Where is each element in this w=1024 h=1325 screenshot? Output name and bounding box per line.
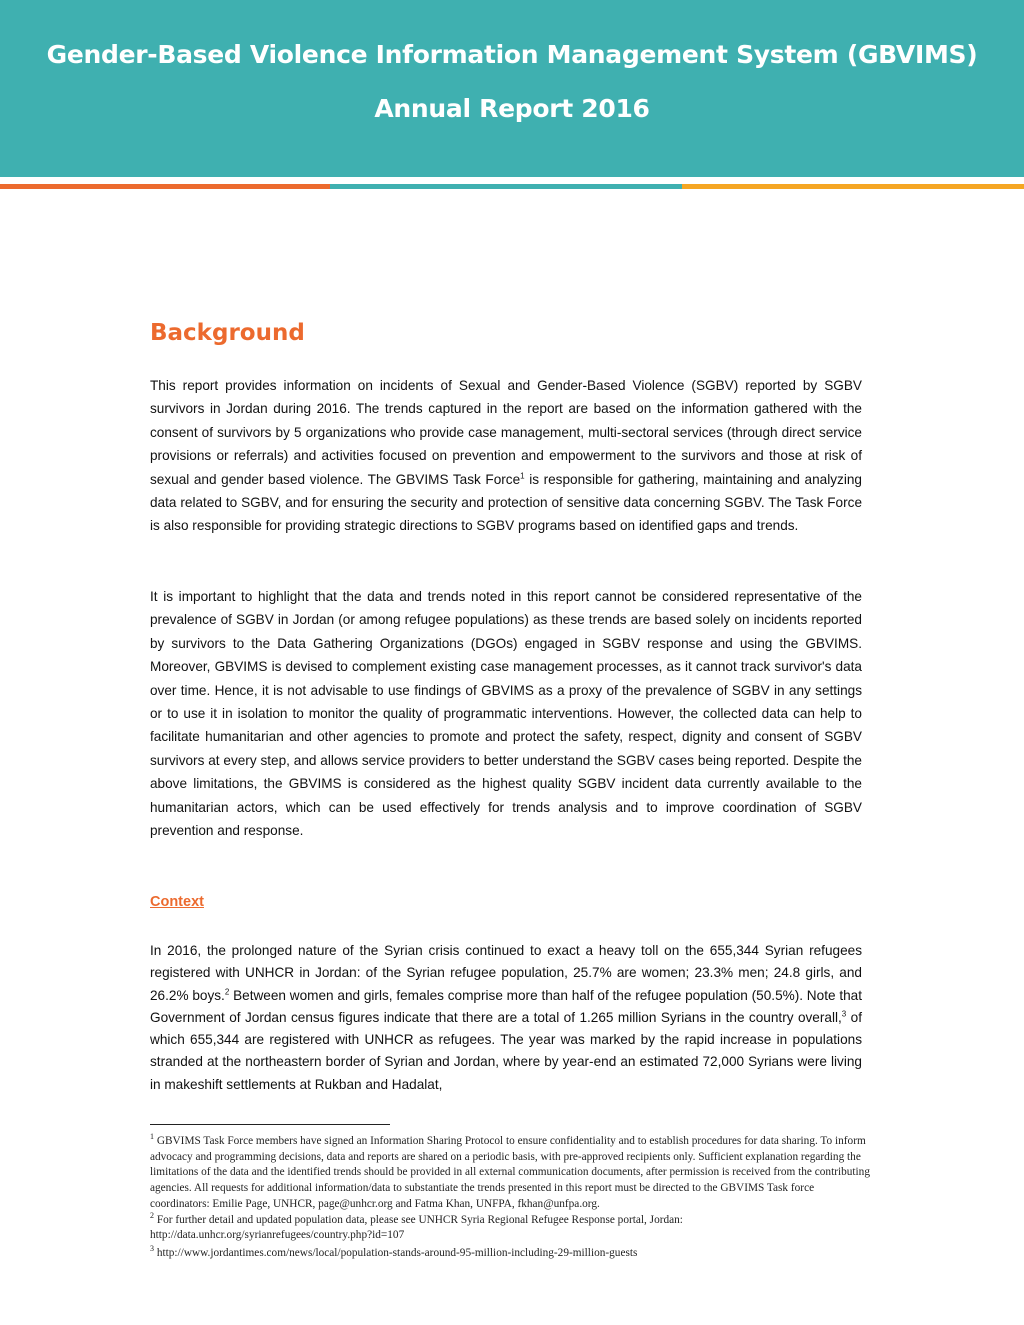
context-text-a: In 2016, the prolonged nature of the Syrian crisis continued to exact a heavy toll on the 655,344 Syrian refugees registered with UNHCR in Jordan: of the Syrian refugee population, 25.7% are women; 23.3% men; 24.8 girls, and 26.2% boys. (150, 943, 862, 1003)
context-text-b: Between women and girls, females comprise more than half of the refugee population (50.5%). Note that Government of Jordan census figures indicate that there are a total of 1.265 million Syrians in the country overall, (150, 987, 862, 1025)
background-paragraph-2: It is important to highlight that the data and trends noted in this report cannot be considered representative of the prevalence of SGBV in Jordan (or among refugee populations) as these trends are based solely on incidents reported by survivors to the Data Gathering Organizations (DGOs) engaged in SGBV response and using the GBVIMS. Moreover, GBVIMS is devised to complement existing case management processes, as it cannot track survivor's data over time. Hence, it is not advisable to use findings of GBVIMS as a proxy of the prevalence of SGBV in any settings or to use it in isolation to monitor the quality of programmatic interventions. However, the collected data can help to facilitate humanitarian and other agencies to promote and protect the safety, respect, dignity and consent of SGBV survivors at every step, and allows service providers to better understand the SGBV cases being reported. Despite the above limitations, the GBVIMS is considered as the highest quality SGBV incident data currently available to the humanitarian actors, which can be used effectively for trends analysis and to improve coordination of SGBV prevention and response. (150, 589, 862, 839)
context-heading: Context (150, 894, 204, 910)
accent-stripe-orange (0, 184, 330, 189)
accent-stripe-teal (330, 184, 682, 189)
footnote-ref-2: 2 (224, 987, 230, 997)
accent-stripe-gold (682, 184, 1024, 189)
footnote-1-mark: 1 (150, 1132, 154, 1142)
footnotes (150, 1134, 874, 1262)
report-subtitle: Annual Report 2016 (374, 94, 650, 123)
footnote-2-text: For further detail and updated population data, please see UNHCR Syria Regional Refugee Response portal, Jordan: http://data.unhcr.org/syrianrefugees/country.php?id=107 (150, 1213, 683, 1242)
footnote-3-text: http://www.jordantimes.com/news/local/population-stands-around-95-million-including-29-million-guests (154, 1246, 638, 1259)
footnote-2 (150, 1210, 874, 1244)
report-title: Gender-Based Violence Information Management System (GBVIMS) (46, 40, 978, 69)
footnote-1 (150, 1134, 874, 1213)
background-paragraph-1-text-a: This report provides information on incidents of Sexual and Gender-Based Violence (SGBV) reported by SGBV survivors in Jordan during 2016. The trends captured in the report are based on the information gathered with the consent of survivors by 5 organizations who provide case management, multi-sectoral services (through direct service provisions or referrals) and activities focused on prevention and empowerment to the survivors and those at risk of sexual and gender based violence. The GBVIMS Task Force (150, 378, 862, 487)
footnote-2-mark: 2 (150, 1210, 154, 1220)
footnote-ref-3: 3 (841, 1009, 847, 1019)
background-heading: Background (150, 320, 305, 346)
footnote-ref-1: 1 (520, 471, 525, 481)
header-band (0, 0, 1024, 177)
background-paragraph-1 (150, 374, 862, 538)
footnote-1-text: GBVIMS Task Force members have signed an Information Sharing Protocol to ensure confidentiality and to establish procedures for data sharing. To inform advocacy and programming decisions, data and reports are shared on a periodic basis, with pre-approved recipients only. Sufficient explanation regarding the limitations of the data and the identified trends should be provided in all external communication documents, after permission is received from the contributing agencies. All requests for additional information/data to substantiate the trends presented in this report must be directed to the GBVIMS Task force coordinators: Emilie Page, UNHCR, page@unhcr.org and Fatma Khan, UNFPA, fkhan@unfpa.org. (150, 1135, 870, 1210)
footnote-3 (150, 1246, 874, 1262)
footnote-3-mark: 3 (150, 1244, 154, 1254)
context-text-c: of which 655,344 are registered with UNHCR as refugees. The year was marked by the rapid increase in populations stranded at the northeastern border of Syrian and Jordan, where by year-end an estimated 72,000 Syrians were living in makeshift settlements at Rukban and Hadalat, (150, 1009, 862, 1092)
context-paragraph (150, 940, 862, 1096)
footnote-divider (150, 1124, 390, 1125)
background-paragraph-1-text-b: is responsible for gathering, maintaining and analyzing data related to SGBV, and for ensuring the security and protection of sensitive data concerning SGBV. The Task Force is also responsible for providing strategic directions to SGBV programs based on identified gaps and trends. (150, 471, 862, 534)
